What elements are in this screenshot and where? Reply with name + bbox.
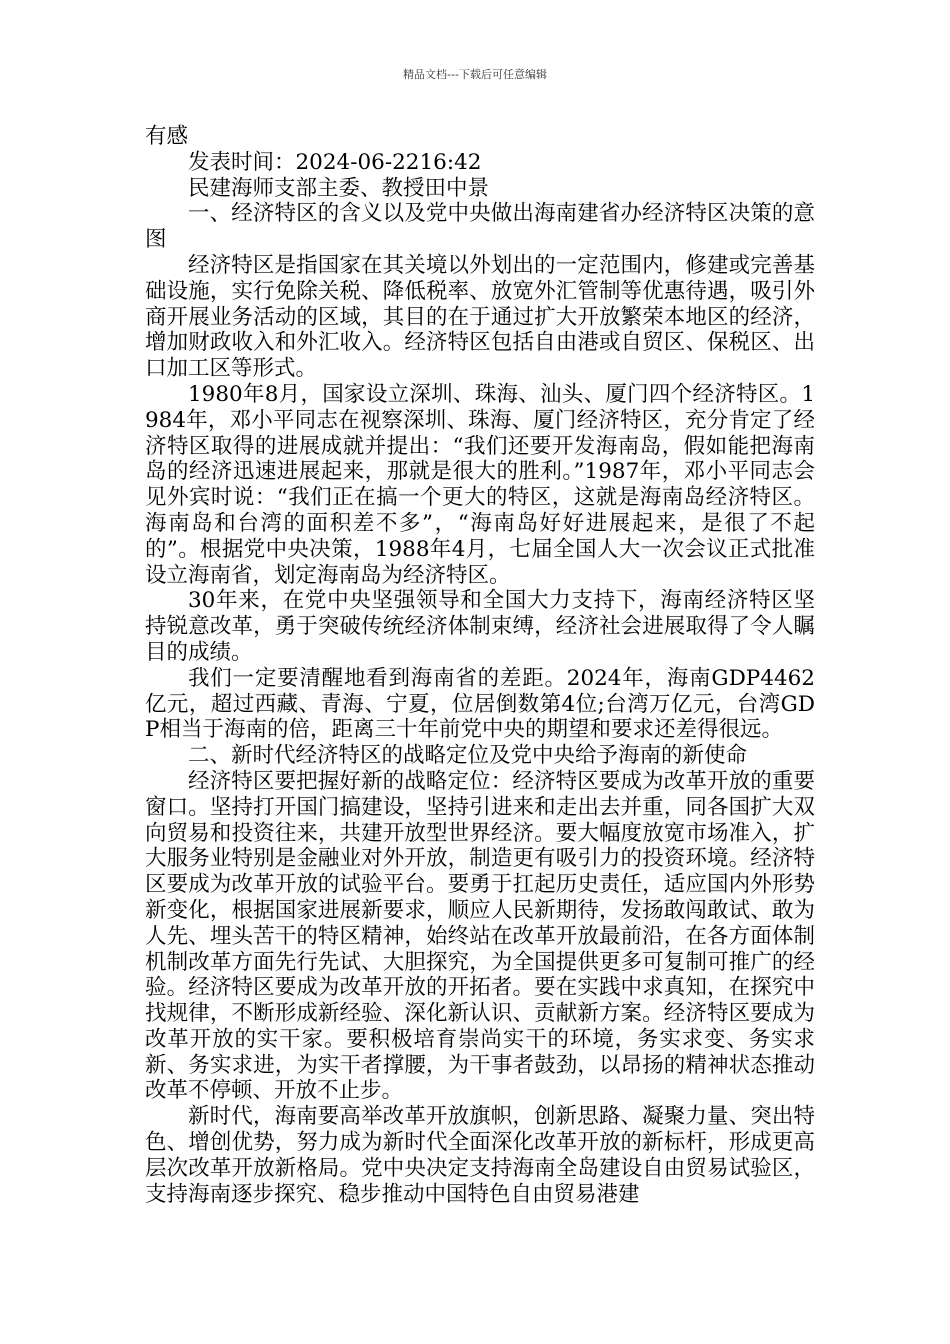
article-body bbox=[145, 124, 815, 1207]
publish-time: 发表时间：2024-06-2216:42 bbox=[188, 149, 482, 175]
body-paragraph: 经济特区要把握好新的战略定位：经济特区要成为改革开放的重要窗口。坚持打开国门搞建设，坚持引进来和走出去并重，同各国扩大双向贸易和投资往来，共建开放型世界经济。要大幅度放宽市场准入，扩大服务业特别是金融业对外开放，制造更有吸引力的投资环境。经济特区要成为改革开放的试验平台。要勇于扛起历史责任，适应国内外形势新变化，根据国家进展新要求，顺应人民新期待，发扬敢闯敢试、敢为人先、埋头苦干的特区精神，始终站在改革开放最前沿，在各方面体制机制改革方面先行先试、大胆探究，为全国提供更多可复制可推广的经验。经济特区要成为改革开放的开拓者。要在实践中求真知，在探究中找规律，不断形成新经验、深化新认识、贡献新方案。经济特区要成为改革开放的实干家。要积极培育崇尚实干的环境，务实求变、务实求新、务实求进，为实干者撑腰，为干事者鼓劲，以昂扬的精神状态推动改革不停顿、开放不止步。 bbox=[145, 768, 815, 1104]
body-paragraph: 我们一定要清醒地看到海南省的差距。2024年，海南GDP4462亿元，超过西藏、青海、宁夏，位居倒数第4位;台湾万亿元，台湾GDP相当于海南的倍，距离三十年前党中央的期望和要求还差得很远。 bbox=[145, 665, 815, 743]
body-paragraph: 1980年8月，国家设立深圳、珠海、汕头、厦门四个经济特区。1984年，邓小平同志在视察深圳、珠海、厦门经济特区，充分肯定了经济特区取得的进展成就并提出：“我们还要开发海南岛，假如能把海南岛的经济迅速进展起来，那就是很大的胜利。”1987年，邓小平同志会见外宾时说：“我们正在搞一个更大的特区，这就是海南岛经济特区。海南岛和台湾的面积差不多”，“海南岛好好进展起来，是很了不起的”。根据党中央决策，1988年4月，七届全国人大一次会议正式批准设立海南省，划定海南岛为经济特区。 bbox=[145, 381, 815, 588]
article-title-fragment: 有感 bbox=[145, 124, 189, 149]
body-paragraph: 新时代，海南要高举改革开放旗帜，创新思路、凝聚力量、突出特色、增创优势，努力成为新时代全面深化改革开放的新标杆，形成更高层次改革开放新格局。党中央决定支持海南全岛建设自由贸易试验区，支持海南逐步探究、稳步推动中国特色自由贸易港建 bbox=[145, 1104, 815, 1207]
section-heading-2: 二、新时代经济特区的战略定位及党中央给予海南的新使命 bbox=[188, 743, 748, 769]
section-heading-1: 一、经济特区的含义以及党中央做出海南建省办经济特区决策的意图 bbox=[145, 201, 815, 253]
author-line: 民建海师支部主委、教授田中景 bbox=[188, 175, 490, 201]
page-header-watermark: 精品文档---下载后可任意编辑 bbox=[403, 68, 547, 81]
body-paragraph: 经济特区是指国家在其关境以外划出的一定范围内，修建或完善基础设施，实行免除关税、降低税率、放宽外汇管制等优惠待遇，吸引外商开展业务活动的区域，其目的在于通过扩大开放繁荣本地区的经济，增加财政收入和外汇收入。经济特区包括自由港或自贸区、保税区、出口加工区等形式。 bbox=[145, 252, 815, 382]
body-paragraph: 30年来，在党中央坚强领导和全国大力支持下，海南经济特区坚持锐意改革，勇于突破传统经济体制束缚，经济社会进展取得了令人瞩目的成绩。 bbox=[145, 588, 815, 665]
